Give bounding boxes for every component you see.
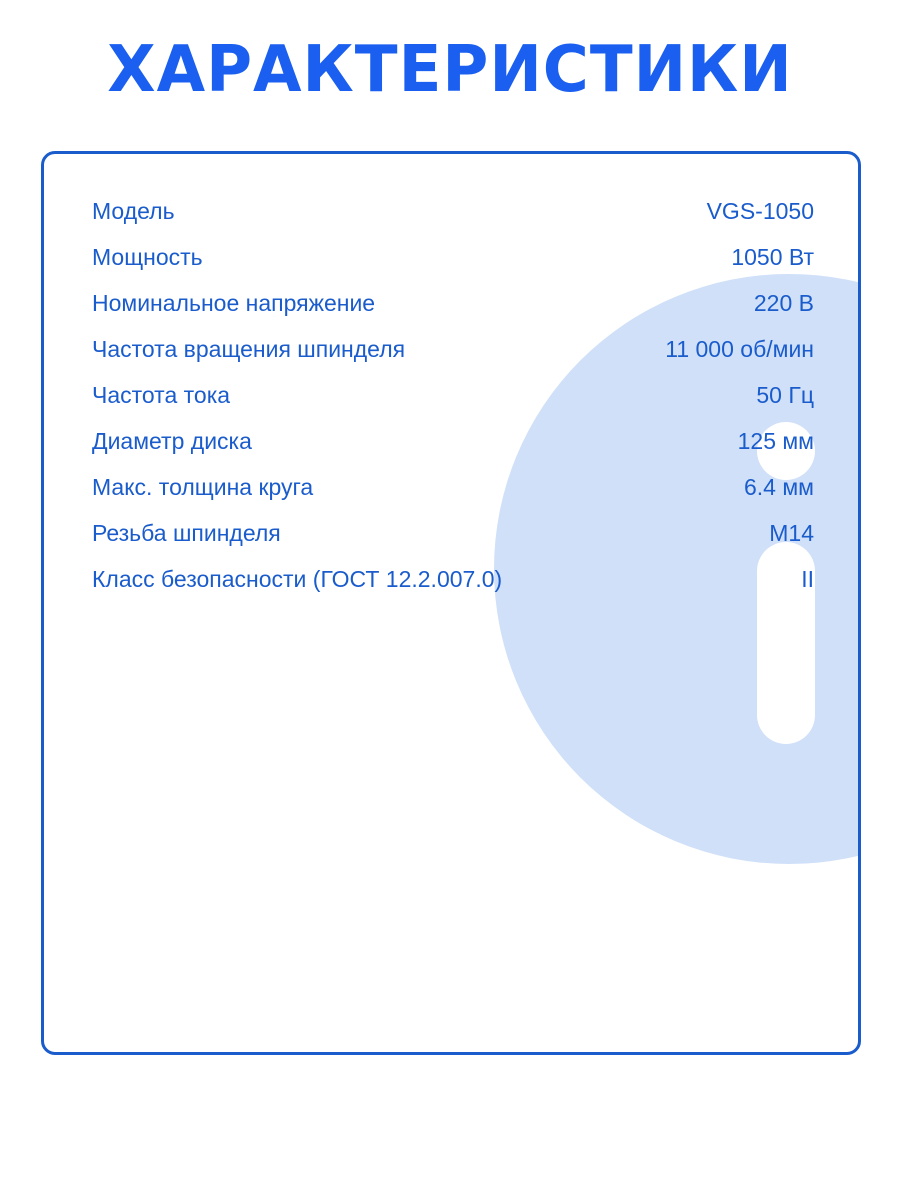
spec-value: 50 Гц	[756, 381, 814, 408]
spec-label: Мощность	[92, 243, 203, 270]
spec-row-spindle-thread	[92, 510, 814, 556]
spec-row-safety-class	[92, 556, 814, 602]
spec-row-frequency	[92, 372, 814, 418]
specs-card	[41, 151, 861, 1055]
spec-label: Диаметр диска	[92, 427, 252, 454]
spec-row-power	[92, 234, 814, 280]
spec-label: Номинальное напряжение	[92, 289, 376, 316]
spec-value: 11 000 об/мин	[665, 335, 814, 362]
spec-label: Частота вращения шпинделя	[92, 335, 406, 362]
spec-row-spindle-speed	[92, 326, 814, 372]
spec-value: M14	[769, 519, 814, 546]
spec-value: 125 мм	[737, 427, 814, 454]
spec-label: Частота тока	[92, 381, 231, 408]
spec-value: 220 В	[753, 289, 814, 316]
spec-value: 1050 Вт	[731, 243, 814, 270]
spec-row-model	[92, 188, 814, 234]
spec-value: II	[801, 565, 814, 592]
specs-list	[92, 188, 814, 602]
spec-row-max-thickness	[92, 464, 814, 510]
spec-label: Резьба шпинделя	[92, 519, 281, 546]
spec-value: VGS-1050	[706, 197, 814, 224]
spec-label: Макс. толщина круга	[92, 473, 314, 500]
spec-row-voltage	[92, 280, 814, 326]
spec-label: Модель	[92, 197, 175, 224]
spec-row-disc-diameter	[92, 418, 814, 464]
page-title: ХАРАКТЕРИСТИКИ	[107, 33, 793, 107]
spec-label: Класс безопасности (ГОСТ 12.2.007.0)	[92, 565, 503, 592]
spec-value: 6.4 мм	[744, 473, 814, 500]
